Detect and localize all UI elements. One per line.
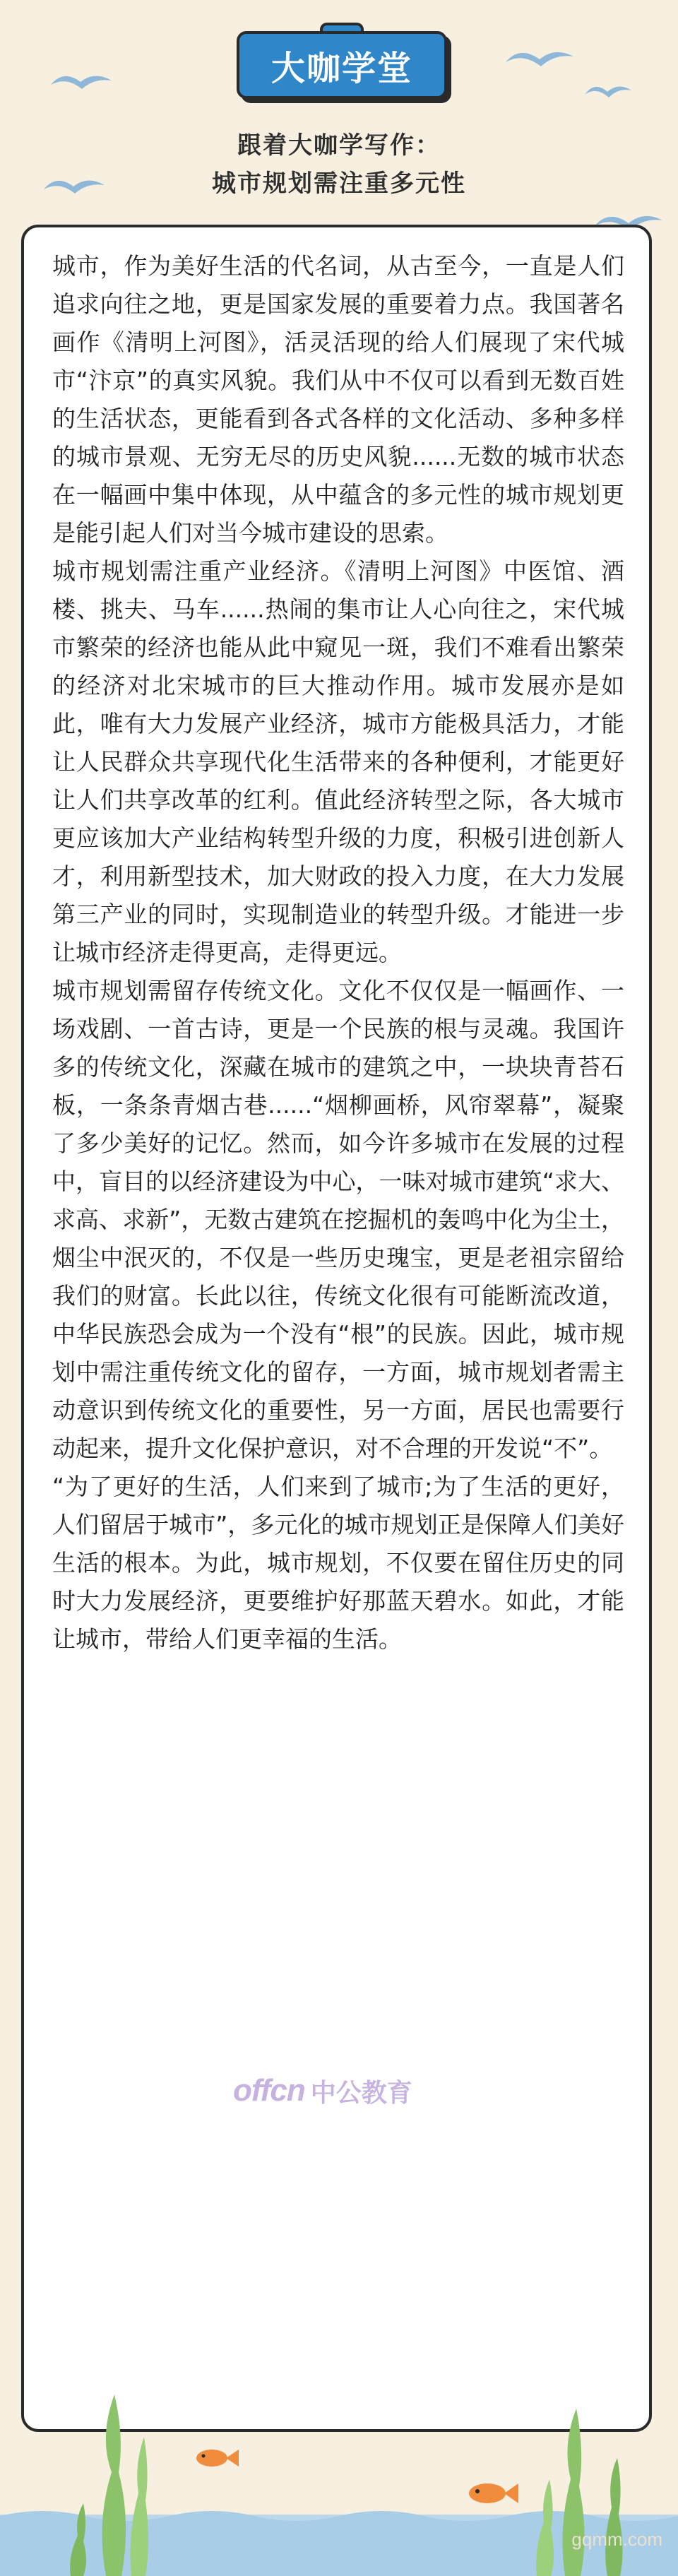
article-paragraph-intro: 城市，作为美好生活的代名词，从古至今，一直是人们追求向往之地，更是国家发展的重要着力点。我国著名画作《清明上河图》，活灵活现的给人们展现了宋代城市“汴京”的真实风貌。我们从中不仅可以看到无数百姓的生活状态，更能看到各式各样的文化活动、多种多样的城市景观、无穷无尽的历史风貌......无数的城市状态在一幅画中集中体现，从中蕴含的多元性的城市规划更是能引起人们对当今城市建设的思索。 (52, 252, 624, 547)
header-badge (237, 23, 441, 102)
fish-icon (469, 2483, 518, 2503)
logo-text-en: offcn (233, 2073, 305, 2108)
badge-label: 大咖学堂 (237, 31, 447, 99)
article-body (52, 247, 624, 1658)
fish-icon (196, 2450, 239, 2467)
bird-icon (504, 41, 575, 71)
page-title-line-1: 跟着大咖学写作： (237, 131, 441, 160)
article-paragraph-conclusion: “为了更好的生活，人们来到了城市;为了生活的更好，人们留居于城市”，多元化的城市规划正是保障人们美好生活的根本。为此，城市规划，不仅要在留住历史的同时大力发展经济，更要维护好那蓝天碧水。如此，才能让城市，带给人们更幸福的生活。 (52, 1473, 624, 1653)
watermark: gqmm.com (571, 2529, 662, 2550)
article-paragraph-economy: 城市规划需注重产业经济。《清明上河图》中医馆、酒楼、挑夫、马车......热闹的集市让人心向往之，宋代城市繁荣的经济也能从此中窥见一斑，我们不难看出繁荣的经济对北宋城市的巨大推动作用。城市发展亦是如此，唯有大力发展产业经济，城市方能极具活力，才能让人民群众共享现代化生活带来的各种便利，才能更好让人们共享改革的红利。值此经济转型之际，各大城市更应该加大产业结构转型升级的力度，积极引进创新人才，利用新型技术，加大财政的投入力度，在大力发展第三产业的同时，实现制造业的转型升级。才能进一步让城市经济走得更高，走得更远。 (52, 557, 624, 966)
offcn-logo (233, 2070, 445, 2112)
bird-icon (583, 78, 633, 102)
logo-text-cn: 中公教育 (310, 2078, 412, 2108)
bird-icon (49, 65, 113, 93)
article-paragraph-culture: 城市规划需留存传统文化。文化不仅仅是一幅画作、一场戏剧、一首古诗，更是一个民族的根与灵魂。我国许多的传统文化，深藏在城市的建筑之中，一块块青苔石板，一条条青烟古巷......“烟柳画桥，风帘翠幕”，凝聚了多少美好的记忆。然而，如今许多城市在发展的过程中，盲目的以经济建设为中心，一味对城市建筑“求大、求高、求新”，无数古建筑在挖掘机的轰鸣中化为尘土，烟尘中泯灭的，不仅是一些历史瑰宝，更是老祖宗留给我们的财富。长此以往，传统文化很有可能断流改道，中华民族恐会成为一个没有“根”的民族。因此，城市规划中需注重传统文化的留存，一方面，城市规划者需主动意识到传统文化的重要性，另一方面，居民也需要行动起来，提升文化保护意识，对不合理的开发说“不”。 (52, 977, 624, 1462)
page-title-line-2: 城市规划需注重多元性 (212, 170, 466, 198)
